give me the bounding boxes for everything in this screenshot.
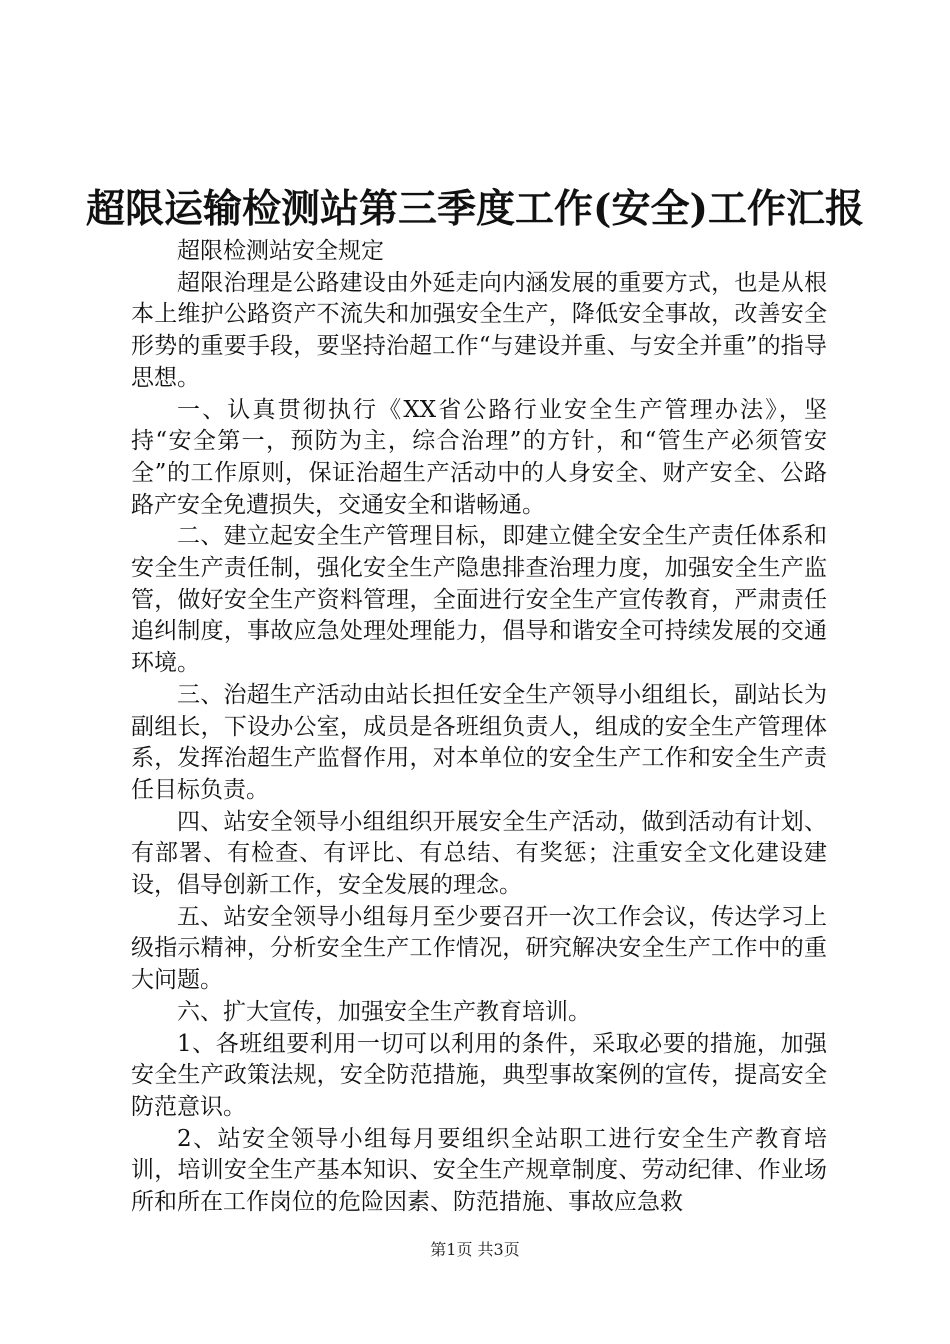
document-body [131, 236, 827, 1219]
paragraph-intro: 超限治理是公路建设由外延走向内涵发展的重要方式，也是从根本上维护公路资产不流失和加强安全生产，降低安全事故，改善安全形势的重要手段，要坚持治超工作“与建设并重、与安全并重”的指导思想。 [131, 269, 827, 391]
paragraph-subitem-1: 1、各班组要利用一切可以利用的条件，采取必要的措施，加强安全生产政策法规，安全防范措施，典型事故案例的宣传，提高安全防范意识。 [131, 1030, 827, 1120]
paragraph-subitem-2: 2、站安全领导小组每月要组织全站职工进行安全生产教育培训，培训安全生产基本知识、安全生产规章制度、劳动纪律、作业场所和所在工作岗位的危险因素、防范措施、事故应急救 [131, 1125, 827, 1216]
paragraph-item-4: 四、站安全领导小组组织开展安全生产活动，做到活动有计划、有部署、有检查、有评比、有总结、有奖惩；注重安全文化建设建设，倡导创新工作，安全发展的理念。 [131, 808, 827, 899]
paragraph-item-6: 六、扩大宣传，加强安全生产教育培训。 [177, 998, 591, 1025]
document-title: 超限运输检测站第三季度工作(安全)工作汇报 [86, 186, 864, 232]
paragraph-item-3: 三、治超生产活动由站长担任安全生产领导小组组长，副站长为副组长，下设办公室，成员是各班组负责人，组成的安全生产管理体系，发挥治超生产监督作用，对本单位的安全生产工作和安全生产责任目标负责。 [131, 681, 827, 803]
paragraph-item-2: 二、建立起安全生产管理目标，即建立健全安全生产责任体系和安全生产责任制，强化安全生产隐患排查治理力度，加强安全生产监管，做好安全生产资料管理，全面进行安全生产宣传教育，严肃责任追纠制度，事故应急处理处理能力，倡导和谐安全可持续发展的交通环境。 [131, 523, 827, 677]
paragraph-subtitle: 超限检测站安全规定 [177, 238, 384, 264]
paragraph-item-1: 一、认真贯彻执行《XX省公路行业安全生产管理办法》，坚持“安全第一，预防为主，综合治理”的方针，和“管生产必须管安全”的工作原则，保证治超生产活动中的人身安全、财产安全、公路路产安全免遭损失，交通安全和谐畅通。 [131, 396, 827, 518]
paragraph-item-5: 五、站安全领导小组每月至少要召开一次工作会议，传达学习上级指示精神，分析安全生产工作情况，研究解决安全生产工作中的重大问题。 [131, 903, 827, 994]
page-number: 第1页 共3页 [430, 1240, 520, 1259]
